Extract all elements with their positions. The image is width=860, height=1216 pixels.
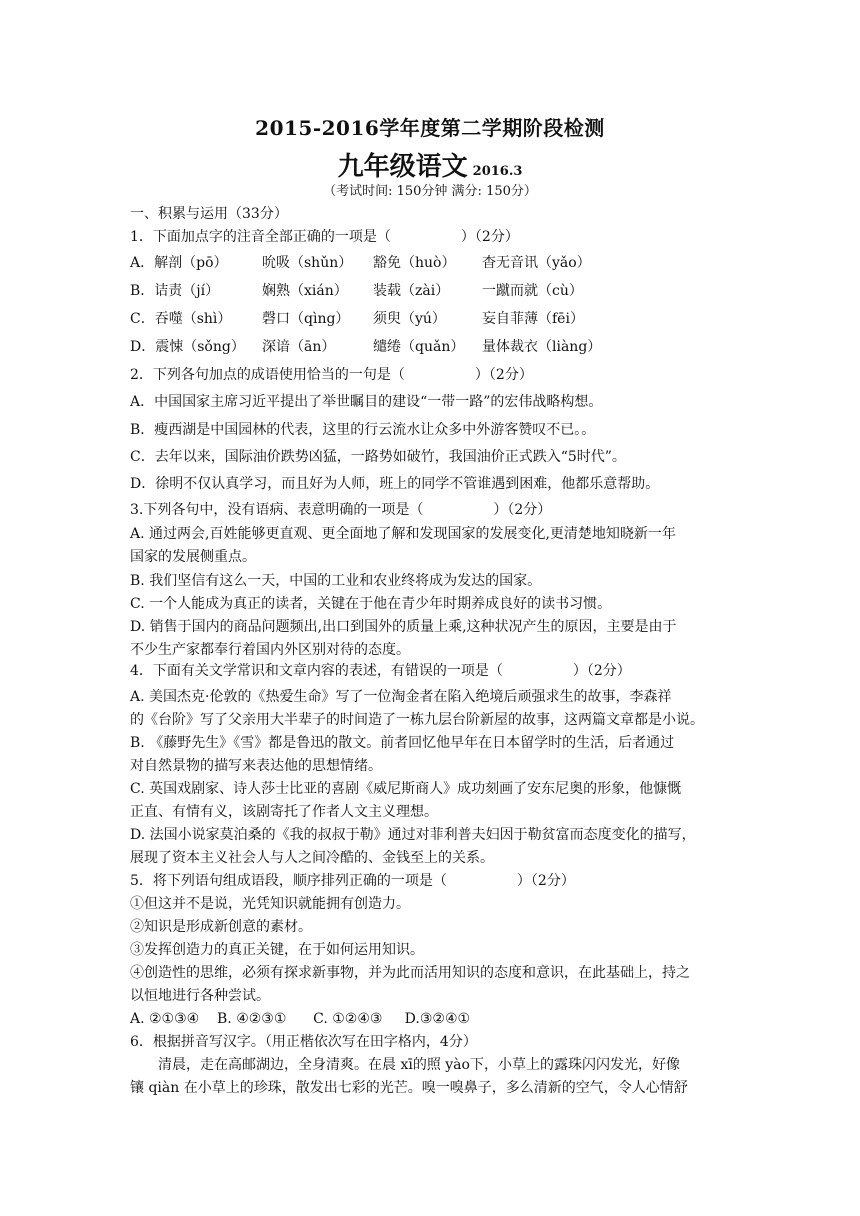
q5-sentence-1: ①但这并不是说，光凭知识就能拥有创造力。	[130, 896, 410, 912]
q1-b-3: 装载（zài）	[373, 283, 450, 299]
q4-option-a-line1: A. 美国杰克·伦敦的《热爱生命》写了一位淘金者在陷入绝境后顽强求生的故事，李森祥	[130, 689, 672, 705]
exam-title: 2015-2016学年度第二学期阶段检测	[255, 116, 605, 140]
q6-stem: 6．根据拼音写汉字。（用正楷依次写在田字格内，4分）	[130, 1034, 477, 1050]
q1-d-2: 深谙（ān）	[262, 339, 336, 355]
q4-option-b-line2: 对自然景物的描写来表达他的思想情绪。	[130, 758, 382, 774]
q5-stem: 5．将下列语句组成语段，顺序排列正确的一项是（ ）（2分）	[130, 873, 575, 889]
q1-d-1: D．震悚（sǒng）	[130, 339, 245, 355]
q1-c-2: 磬口（qìng）	[262, 311, 350, 327]
q3-option-d-line2: 不少生产家都奉行着国内外区别对待的态度。	[130, 642, 410, 658]
q4-option-c-line2: 正直、有情有义，该剧寄托了作者人文主义理想。	[130, 804, 438, 820]
q2-option-d: D．徐明不仅认真学习，而且好为人师，班上的同学不管谁遇到困难，他都乐意帮助。	[130, 476, 660, 492]
q5-sentence-2: ②知识是形成新创意的素材。	[130, 919, 312, 935]
q1-a-2: 吮吸（shǔn）	[262, 255, 353, 271]
q5-sentence-4-line2: 以恒地进行各种尝试。	[130, 988, 270, 1004]
q2-option-a: A．中国国家主席习近平提出了举世瞩目的建设“一带一路”的宏伟战略构想。	[130, 394, 603, 410]
q4-option-c-line1: C. 英国戏剧家、诗人莎士比亚的喜剧《威尼斯商人》成功刻画了安东尼奥的形象，他慷慨	[130, 781, 682, 797]
q4-option-a-line2: 的《台阶》写了父亲用大半辈子的时间造了一栋九层台阶新屋的故事，这两篇文章都是小说。	[130, 712, 704, 728]
q1-c-1: C．吞噬（shì）	[130, 311, 232, 327]
q3-option-a-line1: A. 通过两会,百姓能够更直观、更全面地了解和发现国家的发展变化,更清楚地知晓新一年	[130, 526, 676, 542]
q2-option-b: B．瘦西湖是中国园林的代表，这里的行云流水让众多中外游客赞叹不已。。	[130, 422, 596, 438]
q1-stem: 1．下面加点字的注音全部正确的一项是（ ）（2分）	[130, 229, 519, 245]
q1-a-3: 豁免（huò）	[373, 255, 456, 271]
q3-option-b: B. 我们坚信有这么一天，中国的工业和农业终将成为发达的国家。	[130, 573, 542, 589]
section-heading: 一、积累与运用（33分）	[130, 206, 288, 222]
q4-option-d-line1: D. 法国小说家莫泊桑的《我的叔叔于勒》通过对菲利普夫妇因于勒贫富而态度变化的描写，	[130, 827, 696, 843]
q1-d-4: 量体裁衣（liàng）	[482, 339, 602, 355]
q1-a-4: 杳无音讯（yǎo）	[482, 255, 591, 271]
q1-b-1: B．诘责（jí）	[130, 283, 220, 299]
q1-c-4: 妄自菲薄（fēi）	[482, 311, 584, 327]
q4-stem: 4．下面有关文学常识和文章内容的表述，有错误的一项是（ ）（2分）	[130, 663, 631, 679]
q5-options: A. ②①③④ B. ④②③① C. ①②④③ D.③②④①	[130, 1011, 471, 1027]
q3-stem: 3.下列各句中，没有语病、表意明确的一项是（ ）（2分）	[130, 502, 552, 518]
q2-stem: 2．下列各句加点的成语使用恰当的一句是（ ）（2分）	[130, 367, 533, 383]
subject-grade: 九年级语文	[337, 152, 468, 182]
q6-passage-line2: 镶 qiàn 在小草上的珍珠，散发出七彩的光芒。嗅一嗅鼻子，多么清新的空气，令人心情舒	[130, 1080, 688, 1096]
exam-info: （考试时间: 150分钟 满分: 150分）	[323, 184, 537, 199]
q3-option-d-line1: D. 销售于国内的商品问题频出,出口到国外的质量上乘,这种状况产生的原因，主要是由于	[130, 619, 677, 635]
q1-a-1: A．解剖（pō）	[130, 255, 228, 271]
q5-sentence-3: ③发挥创造力的真正关键，在于如何运用知识。	[130, 942, 424, 958]
exam-subtitle	[0, 146, 860, 183]
q3-option-c: C. 一个人能成为真正的读者，关键在于他在青少年时期养成良好的读书习惯。	[130, 596, 612, 612]
q5-sentence-4-line1: ④创造性的思维，必须有探求新事物，并为此而活用知识的态度和意识，在此基础上，持之	[130, 965, 690, 981]
q6-passage-line1: 清晨，走在高邮湖边，全身清爽。在晨 xī的照 yào下，小草上的露珠闪闪发光，好像	[158, 1057, 680, 1073]
q1-b-4: 一蹴而就（cù）	[482, 283, 583, 299]
exam-date: 2016.3	[472, 164, 523, 179]
q3-option-a-line2: 国家的发展侧重点。	[130, 549, 256, 565]
q1-b-2: 娴熟（xián）	[262, 283, 348, 299]
q4-option-b-line1: B. 《藤野先生》《雪》都是鲁迅的散文。前者回忆他早年在日本留学时的生活，后者通过	[130, 735, 675, 751]
q2-option-c: C．去年以来，国际油价跌势凶猛，一路势如破竹，我国油价正式跌入“5时代”。	[130, 449, 626, 465]
q1-d-3: 缱绻（quǎn）	[373, 339, 465, 355]
q1-c-3: 须臾（yú）	[373, 311, 446, 327]
q4-option-d-line2: 展现了资本主义社会人与人之间冷酷的、金钱至上的关系。	[130, 850, 494, 866]
